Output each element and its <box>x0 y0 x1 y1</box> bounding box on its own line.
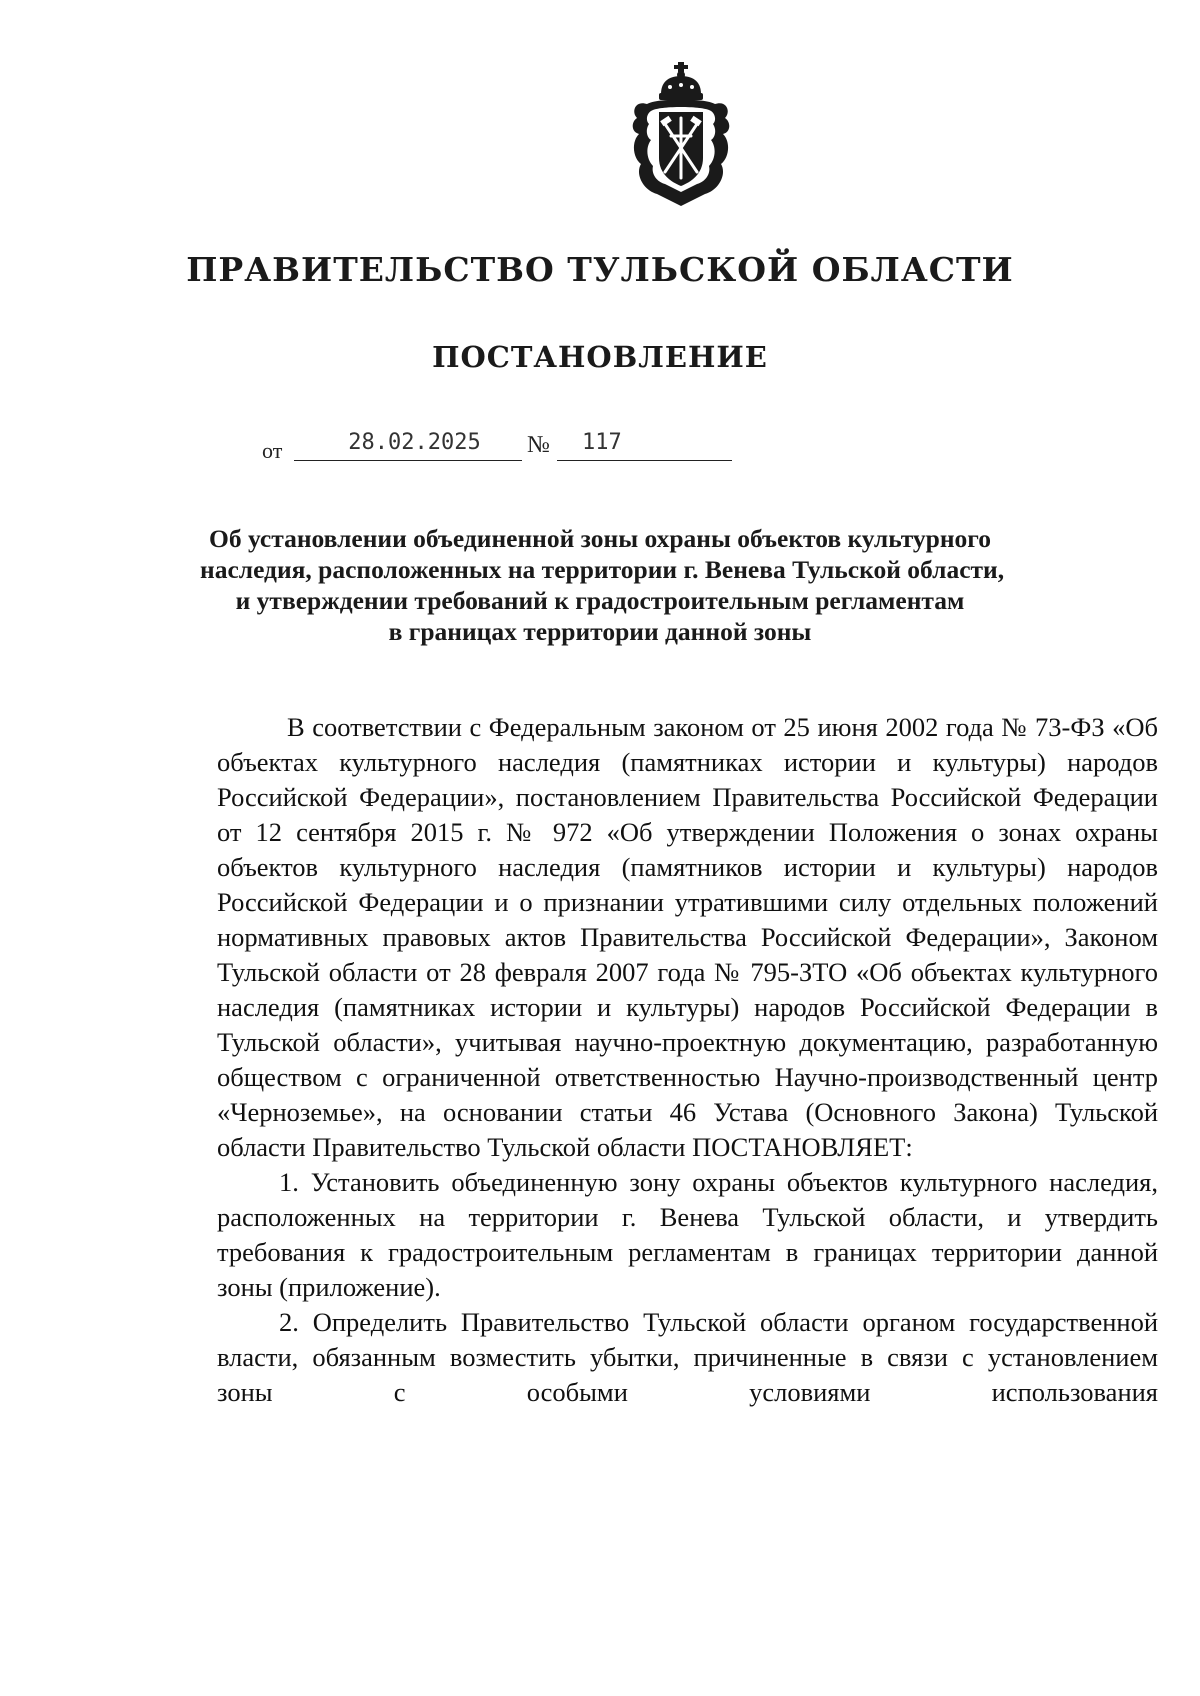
document-date: 28.02.2025 <box>348 430 481 455</box>
clause-1: 1. Установить объединенную зону охраны объектов культурного наследия, расположенных на территории г. Венева Тульской области, и утвердить требования к градостроительным регламентам в границах территории данной зоны (приложение). <box>217 1167 1158 1302</box>
dateline <box>262 430 732 470</box>
number-label: № <box>527 432 550 458</box>
clause-2: 2. Определить Правительство Тульской области органом государственной власти, обязанным возместить убытки, причиненные в связи с установлением зоны с особыми условиями использования <box>217 1307 1158 1407</box>
subject-line: и утверждении требований к градостроительным регламентам <box>235 586 965 615</box>
document-subject <box>200 523 1005 647</box>
government-name: ПРАВИТЕЛЬСТВО ТУЛЬСКОЙ ОБЛАСТИ <box>186 250 1014 289</box>
date-label: от <box>262 438 283 463</box>
preamble-paragraph: В соответствии с Федеральным законом от 25 июня 2002 года № 73-ФЗ «Об объектах культурного наследия (памятниках истории и культуры) народов Российской Федерации», постановлением Правительства Российской Федерации от 12 сентября 2015 г. № 972 «Об утверждении Положения о зонах охраны объектов культурного наследия (памятников истории и культуры) народов Российской Федерации и о признании утратившими силу отдельных положений нормативных правовых актов Правительства Российской Федерации», Законом Тульской области от 28 февраля 2007 года № 795-ЗТО «Об объектах культурного наследия (памятниках истории и культуры) народов Российской Федерации в Тульской области», учитывая научно-проектную документацию, разработанную обществом с ограниченной ответственностью Научно-производственный центр «Черноземье», на основании статьи 46 Устава (Основного Закона) Тульской области Правительство Тульской области ПОСТАНОВЛЯЕТ: <box>217 712 1158 1162</box>
document-number: 117 <box>582 430 622 455</box>
date-underline <box>294 460 522 461</box>
coat-of-arms-icon <box>625 60 737 208</box>
number-underline <box>557 460 732 461</box>
subject-line: в границах территории данной зоны <box>388 617 812 646</box>
document-body <box>217 710 1158 1410</box>
subject-line: наследия, расположенных на территории г. Венева Тульской области, <box>200 555 1005 584</box>
document-type: ПОСТАНОВЛЕНИЕ <box>432 340 768 374</box>
subject-line: Об установлении объединенной зоны охраны объектов культурного <box>209 524 991 553</box>
